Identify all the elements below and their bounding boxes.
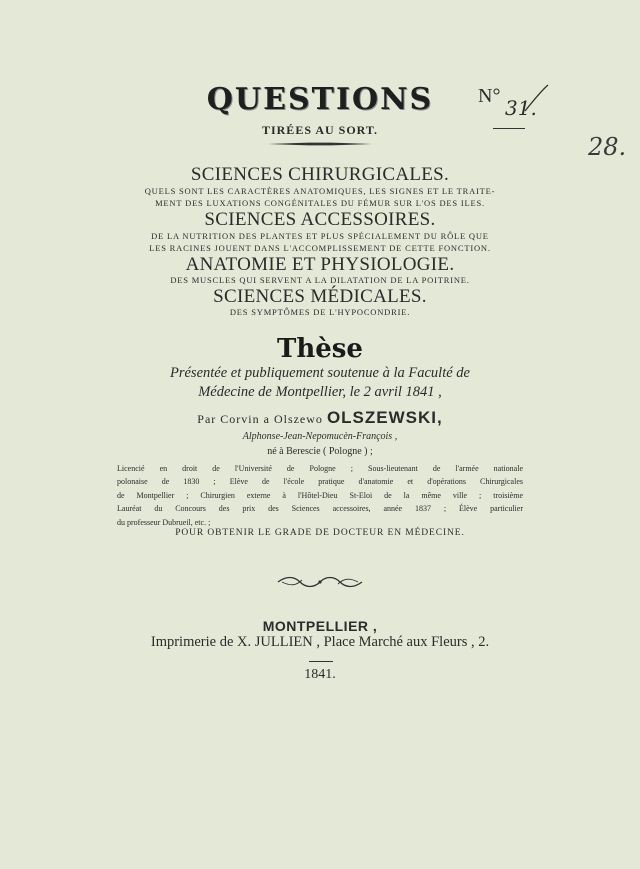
section-heading-medical: SCIENCES MÉDICALES. (213, 286, 427, 307)
margin-handwritten-number: 28. (588, 133, 627, 161)
author-line (0, 408, 640, 428)
section-text: LES RACINES JOUENT DANS L'ACCOMPLISSEMENT DE CETTE FONCTION. (149, 243, 491, 253)
questions-subtitle: TIRÉES AU SORT. (261, 123, 379, 137)
section-text: DES MUSCLES QUI SERVENT A LA DILATATION DE LA POITRINE. (170, 275, 470, 285)
imprint-printer: Imprimerie de X. JULLIEN , Place Marché aux Fleurs , 2. (150, 634, 490, 650)
year-rule (309, 661, 333, 662)
questions-title: QUESTIONS (206, 82, 434, 117)
imprint-year: 1841. (304, 667, 336, 682)
number-underline (493, 128, 525, 129)
svg-text:31.: 31. (505, 96, 537, 119)
ornament-icon (268, 575, 372, 589)
author-birthplace: né à Berescie ( Pologne ) ; (267, 446, 373, 457)
section-text: MENT DES LUXATIONS CONGÉNITALES DU FÉMUR SUR L'OS DES ILES. (155, 198, 485, 208)
author-given-names: Alphonse-Jean-Nepomucèn-François , (242, 431, 398, 442)
number-prefix: N° (478, 85, 501, 107)
presented-line: Médecine de Montpellier, le 2 avril 1841 , (198, 384, 442, 400)
section-heading-anatomy: ANATOMIE ET PHYSIOLOGIE. (185, 254, 455, 275)
degree-purpose: POUR OBTENIR LE GRADE DE DOCTEUR EN MÉDECINE. (175, 528, 465, 538)
author-prefix: Par Corvin a Olszewo (197, 412, 323, 426)
ornamental-rule-icon (268, 142, 372, 146)
credential-line: Licencié en droit de l'Université de Pologne ; Sous-lieutenant de l'armée nationale (117, 464, 523, 473)
section-text: DE LA NUTRITION DES PLANTES ET PLUS SPÉCIALEMENT DU RÔLE QUE (151, 231, 489, 241)
section-heading-surgical: SCIENCES CHIRURGICALES. (190, 164, 450, 185)
section-heading-accessory: SCIENCES ACCESSOIRES. (204, 209, 436, 230)
credential-line: polonaise de 1830 ; Elève de l'école pratique d'anatomie et d'opérations Chirurgicales (117, 477, 523, 487)
credential-line: du professeur Dubrueil, etc. ; (117, 517, 211, 527)
author-surname: OLSZEWSKI, (326, 408, 443, 427)
section-text: QUELS SONT LES CARACTÈRES ANATOMIQUES, LES SIGNES ET LE TRAITE- (144, 186, 496, 196)
author-credentials (117, 462, 523, 529)
credential-line: de Montpellier ; Chirurgien externe à l'Hôtel-Dieu St-Eloi de la même ville ; troisième (117, 490, 523, 500)
imprint-city: MONTPELLIER , (262, 618, 378, 634)
handwritten-number (503, 83, 549, 119)
presented-line: Présentée et publiquement soutenue à la Faculté de (170, 365, 470, 381)
thesis-title: Thèse (277, 334, 363, 364)
section-text: DES SYMPTÔMES DE L'HYPOCONDRIE. (229, 307, 411, 317)
credential-line: Lauréat du Concours des prix des Sciences accessoires, année 1837 ; Élève particulier (117, 504, 523, 514)
